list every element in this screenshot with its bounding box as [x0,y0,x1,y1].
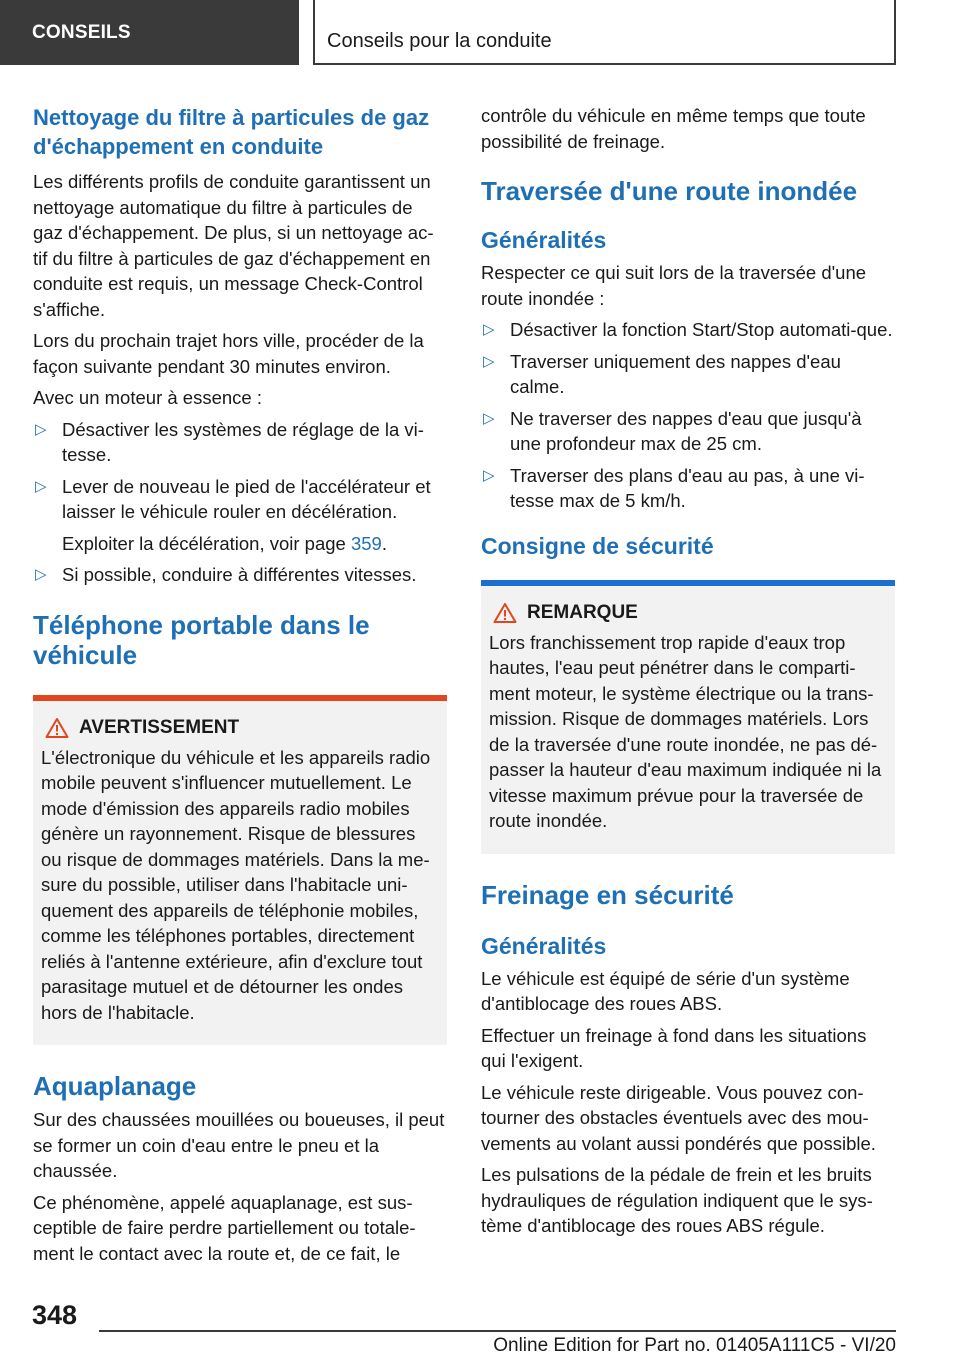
list-item: ▷ Désactiver la fonction Start/Stop automati-que. [481,317,895,343]
subheading-general: Généralités [481,227,607,253]
subheading-general: Généralités [481,932,607,959]
bullet-list [481,317,895,514]
list-item: ▷ Désactiver les systèmes de réglage de la vi-tesse. [35,418,424,465]
paragraph: contrôle du véhicule en même temps que toute possibilité de freinage. [481,105,866,152]
paragraph: Respecter ce qui suit lors de la traversée d'une route inondée : [481,262,867,309]
triangle-bullet-icon: ▷ [35,420,47,438]
warning-box [33,695,447,1046]
note-header: REMARQUE [489,602,887,624]
triangle-bullet-icon: ▷ [35,566,47,583]
warning-header: AVERTISSEMENT [41,717,439,739]
heading-flooded-road: Traversée d'une route inondée [481,176,858,206]
section-tab: CONSEILS [0,0,299,65]
note-box [481,580,895,854]
warning-triangle-icon [493,602,517,624]
edition-footer: Online Edition for Part no. 01405A111C5 - VI/20 [493,1335,896,1356]
page-number: 348 [32,1300,78,1330]
cross-reference: Exploiter la décélération, voir page 359. [62,532,387,554]
paragraph: Lors du prochain trajet hors ville, procéder de la façon suivante pendant 30 minutes environ. [33,330,424,377]
right-column [481,103,895,1239]
paragraph: Avec un moteur à essence : [33,387,262,408]
note-text: Lors franchissement trop rapide d'eaux trop hautes, l'eau peut pénétrer dans le comparti-ment moteur, le système électrique ou la trans-mission. Risque de dommages matériels. Lors de la traversée d'une route inondée, ne pas dé-passer la hauteur d'eau maximum indiquée ni la vitesse maximum prévue pour la traversée de route inondée. [489,631,882,831]
list-item: ▷ Ne traverser des nappes d'eau que jusqu'à une profondeur max de 25 cm. [483,407,862,454]
paragraph: Le véhicule est équipé de série d'un système d'antiblocage des roues ABS. [481,967,850,1014]
paragraph: Les différents profils de conduite garantissent un nettoyage automatique du filtre à particules de gaz d'échappement. De plus, si un nettoyage ac-tif du filtre à particules de gaz d'échappement en conduite est requis, un message Check-Control s'affiche. [33,171,434,320]
subheading-safety: Consigne de sécurité [481,532,714,559]
triangle-bullet-icon: ▷ [483,409,495,427]
paragraph: Les pulsations de la pédale de frein et les bruits hydrauliques de régulation indiquent que le sys-tème d'antiblocage des roues ABS régule. [481,1164,873,1236]
warning-triangle-icon [45,717,69,739]
triangle-bullet-icon: ▷ [483,321,495,338]
warning-text: L'électronique du véhicule et les appareils radio mobile peuvent s'influencer mutuellement. Le mode d'émission des appareils radio mobiles génère un rayonnement. Risque de blessures ou risque de dommages matériels. Dans la me-sure du possible, utiliser dans l'habitacle uni-quement des appareils de téléphonie mobiles, comme les téléphones portables, directement reliés à l'antenne extérieure, afin d'exclure tout parasitage mutuel et de détourner les ondes hors de l'habitacle. [41,746,431,1023]
heading-aquaplaning: Aquaplanage [33,1071,197,1101]
paragraph: Le véhicule reste dirigeable. Vous pouvez con-tourner des obstacles éventuels avec des mou-vements au volant aussi pondérés que possible. [481,1081,876,1154]
list-item: ▷ Si possible, conduire à différentes vitesses. [33,562,447,588]
triangle-bullet-icon: ▷ [35,477,47,495]
list-item: ▷ Traverser des plans d'eau au pas, à une vi-tesse max de 5 km/h. [483,464,865,511]
paragraph: Ce phénomène, appelé aquaplanage, est sus-ceptible de faire perdre partiellement ou totale-ment le contact avec la route et, de ce fait, le [33,1191,416,1264]
heading-mobile-phone: Téléphone portable dans le véhicule [33,609,370,670]
list-item: ▷ Lever de nouveau le pied de l'accélérateur et laisser le véhicule rouler en décélération. Exploiter la décélération, voir page 359. [33,474,447,557]
page-link[interactable]: 359 [350,532,382,554]
heading-filter-cleaning: Nettoyage du filtre à particules de gaz d'échappement en conduite [33,105,430,159]
heading-safe-braking: Freinage en sécurité [481,879,734,910]
footer-divider [99,1330,896,1332]
paragraph: Sur des chaussées mouillées ou boueuses, il peut se former un coin d'eau entre le pneu et la chaussée. [33,1109,445,1181]
bullet-list [33,417,447,588]
paragraph: Effectuer un freinage à fond dans les situations qui l'exigent. [481,1024,867,1071]
triangle-bullet-icon: ▷ [483,466,495,484]
list-item: ▷ Traverser uniquement des nappes d'eau calme. [483,350,841,397]
chapter-title: Conseils pour la conduite [313,0,896,65]
triangle-bullet-icon: ▷ [483,352,495,370]
left-column [33,103,447,1266]
